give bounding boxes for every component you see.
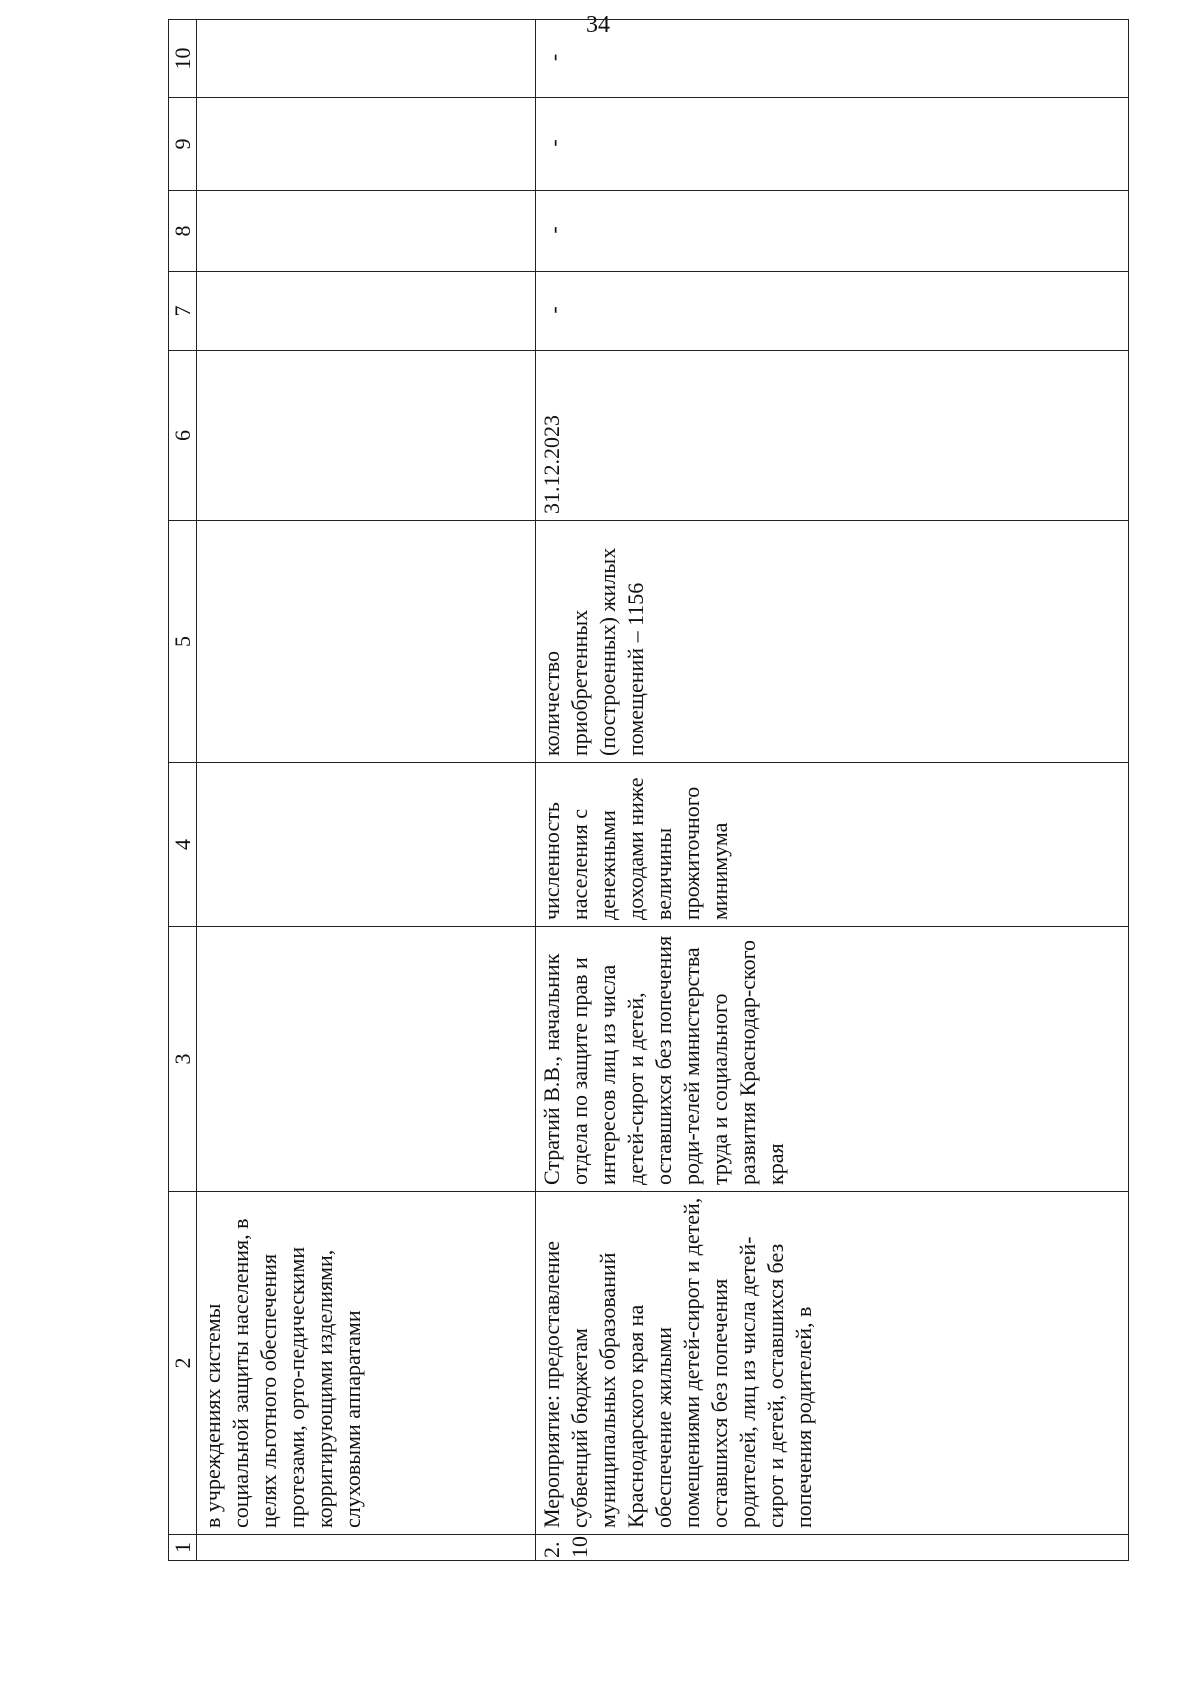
header-col-4: 4 xyxy=(169,763,197,927)
header-col-9: 9 xyxy=(169,98,197,191)
cell-indicator xyxy=(197,763,536,927)
header-col-5: 5 xyxy=(169,521,197,763)
cell-result xyxy=(197,521,536,763)
cell-col-7: - xyxy=(536,272,1129,351)
cell-col-10 xyxy=(197,20,536,98)
cell-col-9 xyxy=(197,98,536,191)
header-col-6: 6 xyxy=(169,351,197,521)
cell-indicator: численность населения с денежными доходами ниже величины прожиточного минимума xyxy=(536,763,1129,927)
cell-description: Мероприятие: предоставление субвенций бюджетам муниципальных образований Краснодарского края на обеспечение жилыми помещениями детей-сирот и детей, оставшихся без попечения родителей, лиц из числа детей-сирот и детей, оставшихся без попечения родителей, в xyxy=(536,1192,1129,1535)
cell-description: в учреждениях системы социальной защиты населения, в целях льготного обеспечения протезами, орто-педическими корригирующими изделиями, слуховыми аппаратами xyxy=(197,1192,536,1535)
cell-col-7 xyxy=(197,272,536,351)
rotated-table-container xyxy=(168,44,1128,1561)
header-col-10: 10 xyxy=(169,20,197,98)
cell-col-8 xyxy=(197,191,536,272)
cell-responsible xyxy=(197,927,536,1192)
cell-number: 2.10 xyxy=(536,1535,1129,1561)
cell-responsible: Стратий В.В., начальник отдела по защите прав и интересов лиц из числа детей-сирот и детей, оставшихся без попечения роди-телей министерства труда и социального развития Краснодар-ского края xyxy=(536,927,1129,1192)
header-col-1: 1 xyxy=(169,1535,197,1561)
cell-col-8: - xyxy=(536,191,1129,272)
header-col-3: 3 xyxy=(169,927,197,1192)
plan-table xyxy=(168,19,1129,1561)
cell-date xyxy=(197,351,536,521)
cell-result: количество приобретенных (построенных) жилых помещений – 1156 xyxy=(536,521,1129,763)
cell-date: 31.12.2023 xyxy=(536,351,1129,521)
header-col-8: 8 xyxy=(169,191,197,272)
header-col-7: 7 xyxy=(169,272,197,351)
cell-col-9: - xyxy=(536,98,1129,191)
header-row xyxy=(169,20,197,1561)
table-row xyxy=(197,20,536,1561)
page-number: 34 xyxy=(586,12,610,38)
header-col-2: 2 xyxy=(169,1192,197,1535)
cell-number xyxy=(197,1535,536,1561)
cell-col-10: - xyxy=(536,20,1129,98)
table-row xyxy=(536,20,1129,1561)
